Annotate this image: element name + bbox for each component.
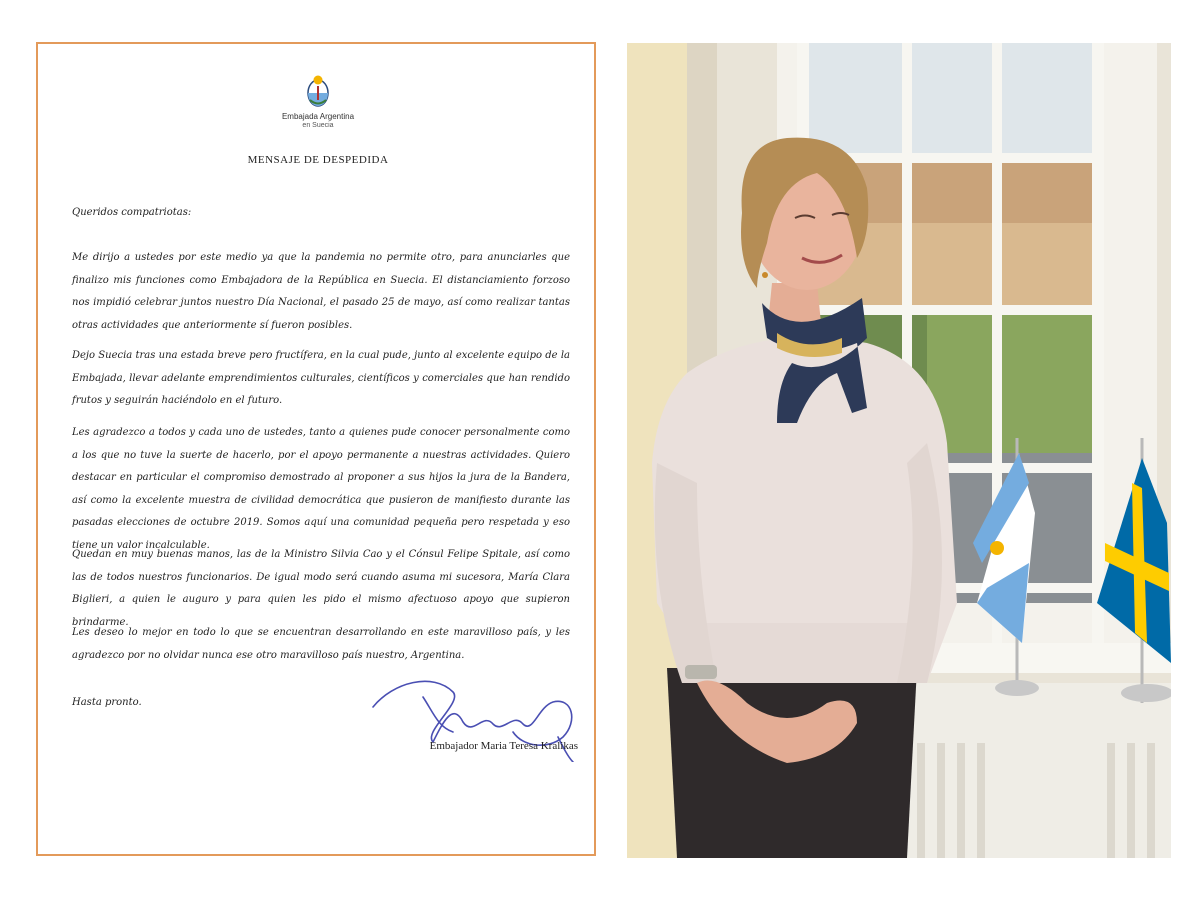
paragraph-5: Les deseo lo mejor en todo lo que se encuentran desarrollando en este maravilloso país, y les agradezco por no olvidar nunca ese otro maravilloso país nuestro, Argentina. (72, 627, 570, 661)
argentina-crest-icon (306, 74, 330, 108)
salutation: Queridos compatriotas: (72, 207, 192, 218)
paragraph-1: Me dirijo a ustedes por este medio ya que la pandemia no permite otro, para anunciarles que finalizo mis funciones como Embajadora de la República en Suecia. El distanciamiento forzoso nos impidió celebrar juntos nuestro Día Nacional, el pasado 25 de mayo, así como realizar tantas otras actividades que anteriormente sí fueron posibles. (72, 252, 570, 331)
farewell-letter (36, 42, 596, 856)
ambassador-photo (627, 43, 1171, 858)
embassy-subtitle: en Suecia (302, 122, 334, 129)
paragraph-2: Dejo Suecia tras una estada breve pero fructífera, en la cual pude, junto al excelente equipo de la Embajada, llevar adelante emprendimientos culturales, científicos y comerciales que han rendido frutos y seguirán haciéndolo en el futuro. (72, 350, 570, 406)
embassy-title: Embajada Argentina (281, 112, 355, 121)
photo-illustration (627, 43, 1171, 858)
paragraph-4: Quedan en muy buenas manos, las de la Ministro Silvia Cao y el Cónsul Felipe Spitale, así como las de todos nuestros funcionarios. De igual modo será cuando asuma mi sucesora, María Clara Biglieri, a quien le auguro y para quien les pido el mismo afectuoso apoyo que supieron brindarme. (72, 549, 570, 628)
signer-name: Embajador Maria Teresa Kralikas (429, 740, 578, 752)
letter-title: MENSAJE DE DESPEDIDA (247, 154, 389, 166)
closing: Hasta pronto. (72, 697, 142, 708)
paragraph-3: Les agradezco a todos y cada uno de ustedes, tanto a quienes pude conocer personalmente como a los que no tuve la suerte de hacerlo, por el apoyo permanente a nuestras actividades. Quiero destacar en particular el compromiso demostrado al proponer a sus hijos la jura de la Bandera, así como la excelente muestra de civilidad democrática que pusieron de manifiesto durante las pasadas elecciones de octubre 2019. Somos aquí una comunidad pequeña pero respetada y eso tiene un valor incalculable. (72, 427, 570, 551)
embassy-name (218, 112, 418, 130)
